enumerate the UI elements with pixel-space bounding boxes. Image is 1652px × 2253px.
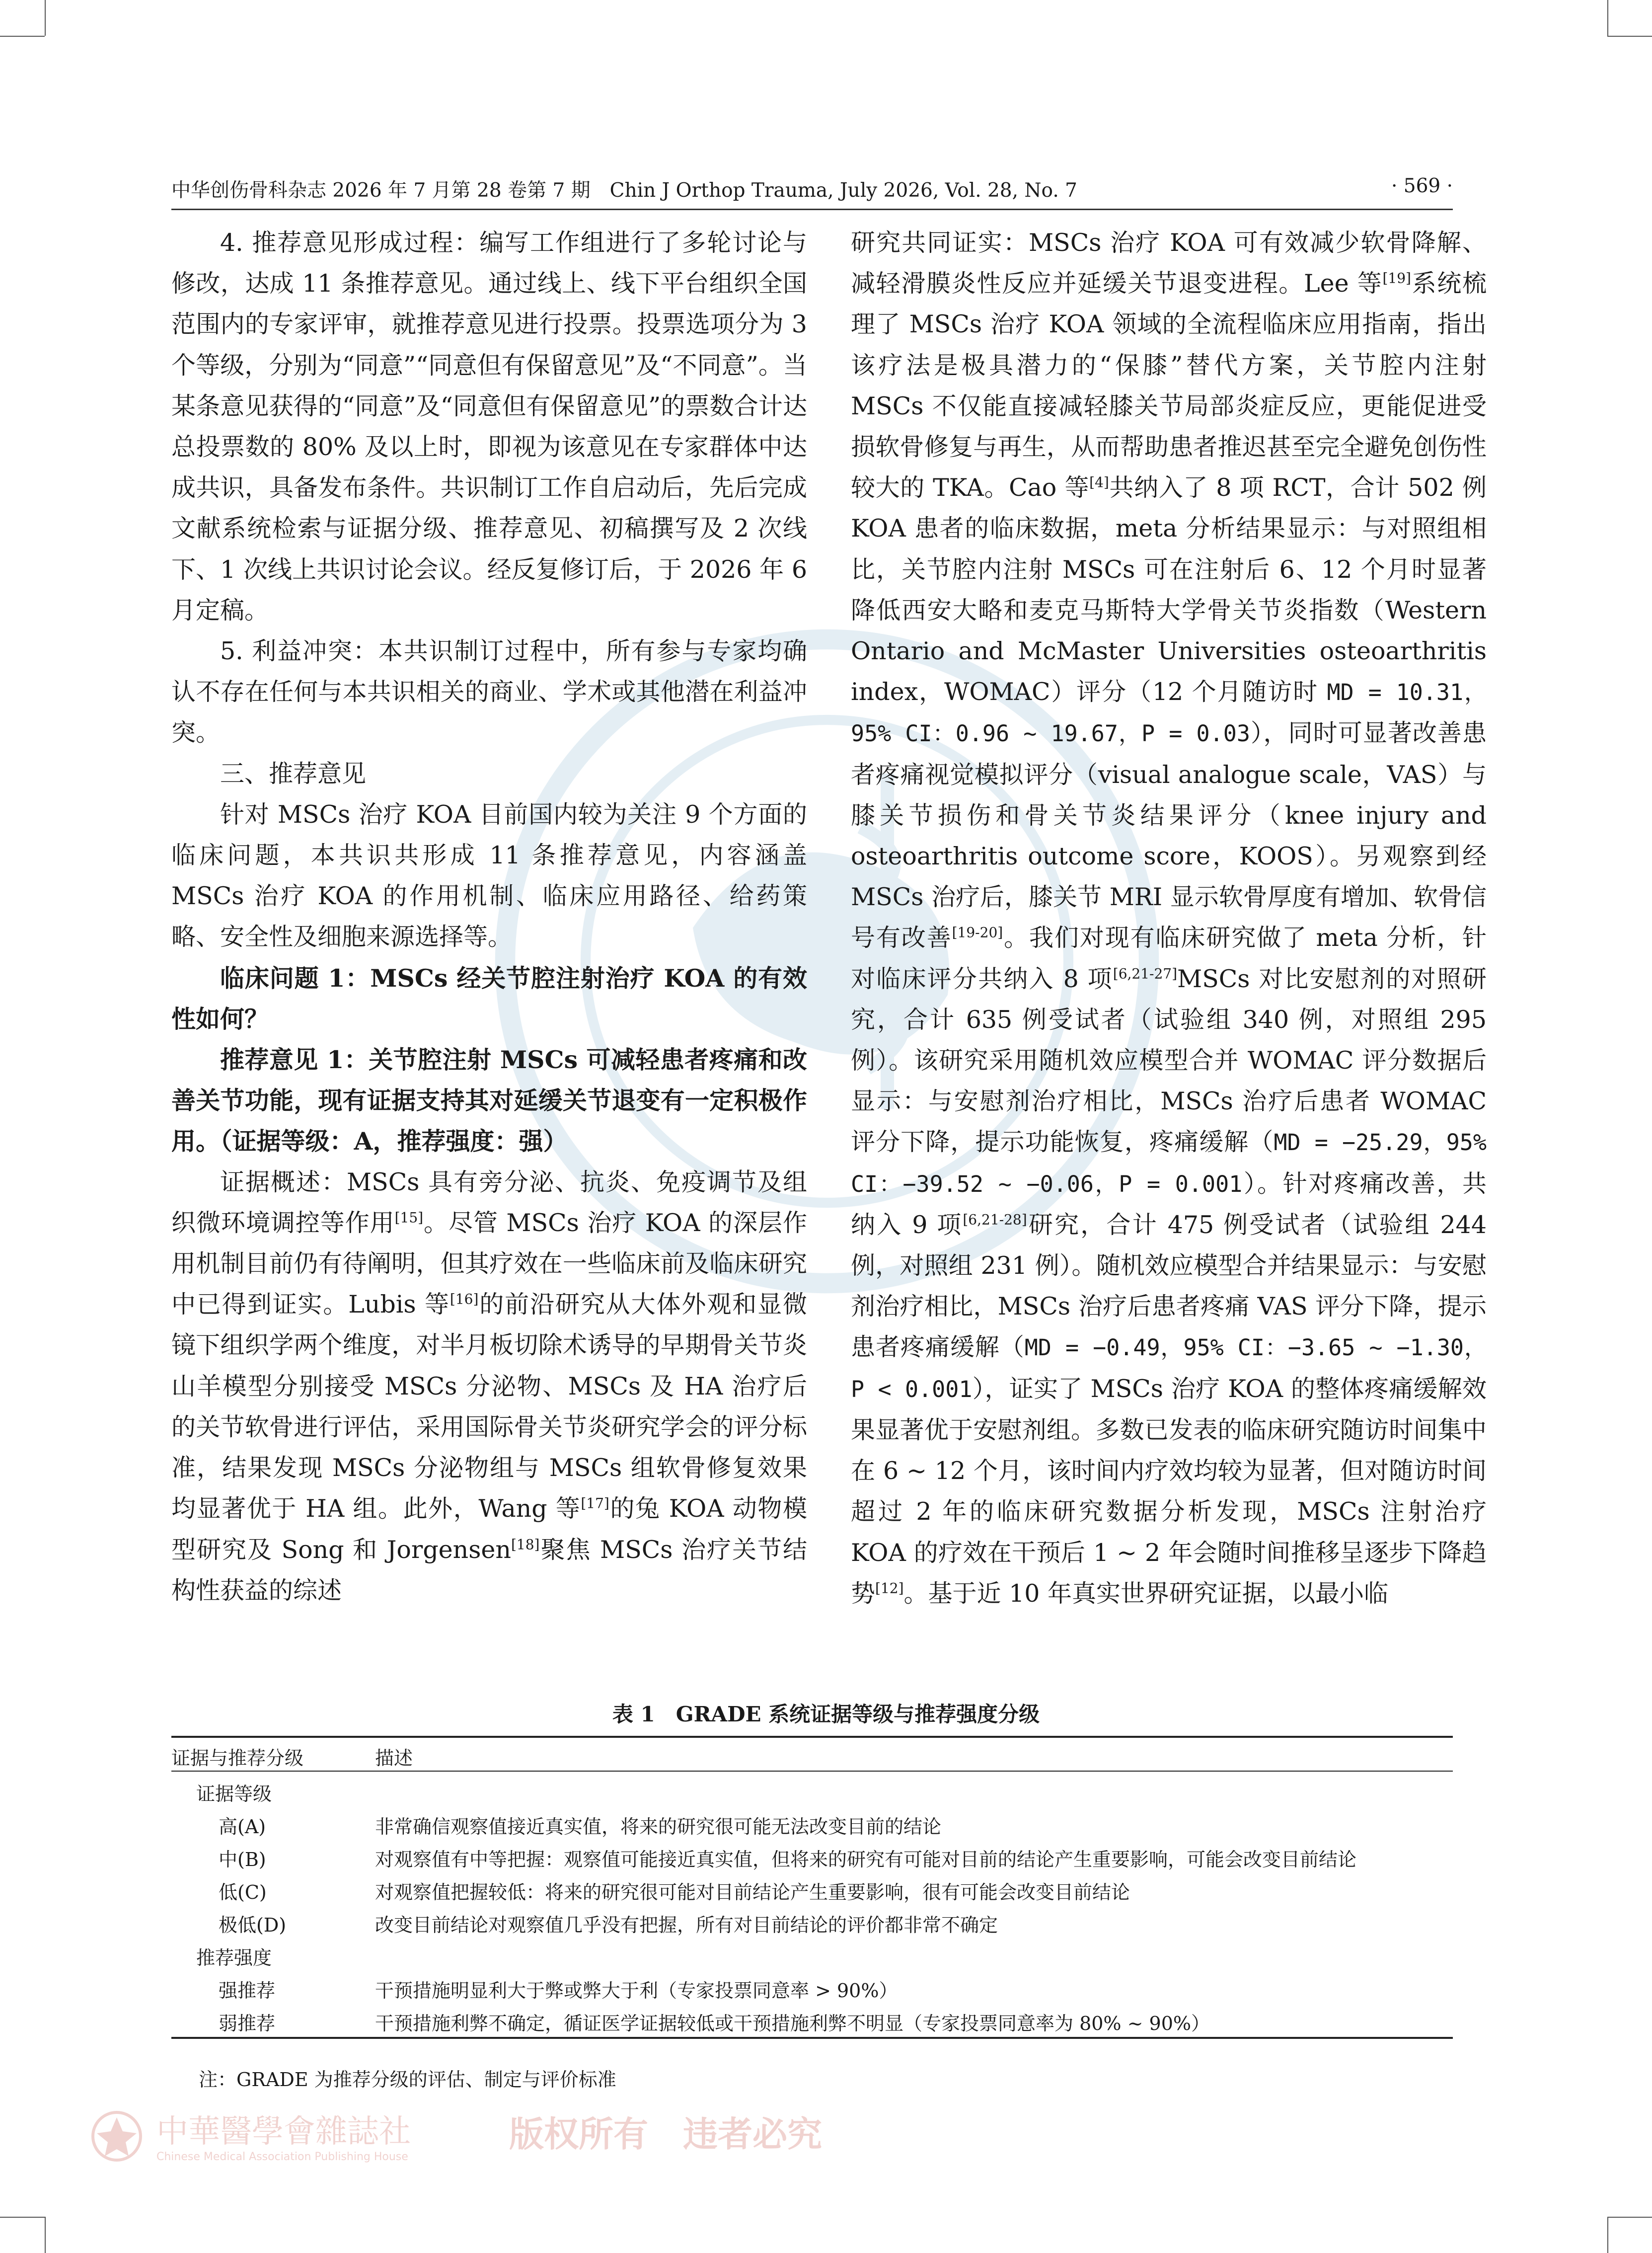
statistic: MD = −0.49，95% CI：−3.65 ~ −1.30，P < 0.001 bbox=[851, 1334, 1487, 1402]
description-cell: 对观察值把握较低：将来的研究很可能对目前结论产生重要影响，很有可能会改变目前结论 bbox=[375, 1881, 1130, 1903]
statistic: MD = −25.29，95% CI：−39.52 ~ −0.06，P = 0.001 bbox=[851, 1129, 1487, 1197]
reference-marker: [19] bbox=[1382, 270, 1411, 287]
reference-marker: [12] bbox=[875, 1580, 904, 1597]
text-run: 。基于近 10 年真实世界研究证据，以最小临 bbox=[903, 1579, 1389, 1608]
table-note: 注：GRADE 为推荐分级的评估、制定与评价标准 bbox=[199, 2069, 616, 2091]
crop-mark bbox=[45, 2217, 46, 2253]
table-header-row bbox=[171, 1738, 1453, 1770]
reference-marker: [6,21-27] bbox=[1113, 965, 1178, 982]
text-run: 。我们对现有临床研究做了 meta 分析，针对临床评分共纳入 8 项 bbox=[851, 924, 1487, 993]
reference-marker: [4] bbox=[1089, 474, 1109, 491]
table-group-row bbox=[171, 1938, 1453, 1969]
text-run: 的兔 KOA 动物模型研究及 Song 和 Jorgensen bbox=[171, 1494, 807, 1564]
table-row bbox=[171, 1872, 1453, 1904]
column-header: 描述 bbox=[375, 1747, 413, 1769]
description-cell: 干预措施明显利大于弊或弊大于利（专家投票同意率 > 90%） bbox=[375, 1980, 898, 2002]
crop-mark bbox=[0, 36, 45, 37]
paragraph: 针对 MSCs 治疗 KOA 目前国内较为关注 9 个方面的临床问题，本共识共形成 11 条推荐意见，内容涵盖 MSCs 治疗 KOA 的作用机制、临床应用路径、给药策略、安全性及细胞来源选择等。 bbox=[171, 800, 807, 951]
text-run: MSCs 对比安慰剂的对照研究，合计 635 例受试者（试验组 340 例，对照组 295 例）。该研究采用随机效应模型合并 WOMAC 评分数据后显示：与安慰剂治疗相比，MSCs 治疗后患者 WOMAC 评分下降，提示功能恢复，疼痛缓解（ bbox=[851, 964, 1487, 1157]
group-label: 推荐强度 bbox=[196, 1947, 272, 1969]
table-row bbox=[171, 1905, 1453, 1937]
reference-marker: [18] bbox=[511, 1536, 540, 1553]
publisher-logo bbox=[87, 2106, 822, 2166]
running-header bbox=[171, 175, 1453, 205]
table-row bbox=[171, 2003, 1453, 2035]
reference-marker: [17] bbox=[581, 1495, 609, 1512]
grade-cell: 高(A) bbox=[219, 1816, 266, 1838]
text-run: 系统梳理了 MSCs 治疗 KOA 领域的全流程临床应用指南，指出该疗法是极具潜力的“保膝”替代方案，关节腔内注射 MSCs 不仅能直接减轻膝关节局部炎症反应，更能促进受损软骨修复与再生，从而帮助患者推迟甚至完全避免创伤性较大的 TKA。Cao 等 bbox=[851, 269, 1487, 502]
evidence-summary bbox=[171, 1162, 807, 1611]
crop-mark bbox=[45, 0, 46, 36]
paragraph bbox=[851, 223, 1487, 1614]
text-run: 。尽管 MSCs 治疗 KOA 的深层作用机制目前仍有待阐明，但其疗效在一些临床前及临床研究中已得到证实。Lubis 等 bbox=[171, 1208, 807, 1319]
text-run: 共纳入了 8 项 RCT，合计 502 例 KOA 患者的临床数据，meta 分析结果显示：与对照组相比，关节腔内注射 MSCs 可在注射后 6、12 个月时显著降低西安大略和麦克马斯特大学骨关节炎指数（Western Ontario and McMaster Universities osteoarthritis index，WOMAC）评分（12 个月随访时 bbox=[851, 473, 1487, 706]
description-cell: 对观察值有中等把握：观察值可能接近真实值，但将来的研究有可能对目前的结论产生重要影响，可能会改变目前结论 bbox=[375, 1849, 1357, 1870]
left-column bbox=[171, 223, 807, 1611]
text-run: 证据概述：MSCs 具有旁分泌、抗炎、免疫调节及组织微环境调控等作用 bbox=[171, 1167, 807, 1237]
grade-cell: 低(C) bbox=[219, 1881, 267, 1903]
text-run: ），证实了 MSCs 治疗 KOA 的整体疼痛缓解效果显著优于安慰剂组。多数已发表的临床研究随访时间集中在 6 ~ 12 个月，该时间内疗效均较为显著，但对随访时间超过 2 年的临床研究数据分析发现，MSCs 注射治疗 KOA 的疗效在干预后 1 ~ 2 年会随时间推移呈逐步下降趋势 bbox=[851, 1374, 1487, 1608]
text-run: 研究，合计 475 例受试者（试验组 244 例，对照组 231 例）。随机效应模型合并结果显示：与安慰剂治疗相比，MSCs 治疗后患者疼痛 VAS 评分下降，提示患者疼痛缓解（ bbox=[851, 1210, 1487, 1362]
grade-cell: 强推荐 bbox=[219, 1980, 276, 2002]
page-number: · 569 · bbox=[1391, 175, 1453, 197]
table-row bbox=[171, 1839, 1453, 1871]
table-group-row bbox=[171, 1774, 1453, 1805]
description-cell: 干预措施利弊不确定，循证医学证据较低或干预措施利弊不明显（专家投票同意率为 80% ~ 90%） bbox=[375, 2013, 1210, 2034]
table-row bbox=[171, 1970, 1453, 2002]
statistic: MD = 10.31， 95% CI：0.96 ~ 19.67，P = 0.03 bbox=[851, 679, 1487, 747]
crop-mark bbox=[0, 2217, 45, 2218]
paragraph: 5. 利益冲突：本共识制订过程中，所有参与专家均确认不存在任何与本共识相关的商业、学术或其他潜在利益冲突。 bbox=[171, 637, 807, 747]
description-cell: 非常确信观察值接近真实值，将来的研究很可能无法改变目前的结论 bbox=[375, 1816, 942, 1838]
grade-cell: 中(B) bbox=[219, 1849, 266, 1870]
reference-marker: [16] bbox=[450, 1291, 479, 1308]
grade-cell: 弱推荐 bbox=[219, 2013, 276, 2034]
crop-mark bbox=[1607, 2217, 1652, 2218]
crop-mark bbox=[1607, 0, 1608, 36]
journal-citation: 中华创伤骨科杂志 2026 年 7 月第 28 卷第 7 期 Chin J Orthop Trauma, July 2026, Vol. 28, No. 7 bbox=[171, 179, 1077, 202]
section-heading: 三、推荐意见 bbox=[220, 759, 367, 788]
table-bottom-rule bbox=[171, 2037, 1453, 2039]
reference-marker: [19-20] bbox=[952, 925, 1003, 941]
grade-cell: 极低(D) bbox=[219, 1914, 287, 1936]
text-run: 研究共同证实：MSCs 治疗 KOA 可有效减少软骨降解、减轻滑膜炎性反应并延缓关节退变进程。Lee 等 bbox=[851, 229, 1487, 298]
text-run: 聚焦 MSCs 治疗关节结构性获益的综述 bbox=[171, 1535, 808, 1605]
header-rule bbox=[171, 209, 1453, 210]
recommendation: 推荐意见 1：关节腔注射 MSCs 可减轻患者疼痛和改善关节功能，现有证据支持其对延缓关节退变有一定积极作用。（证据等级：A，推荐强度：强） bbox=[171, 1045, 807, 1156]
publisher-name-en: Chinese Medical Association Publishing House bbox=[156, 2151, 408, 2163]
clinical-question: 临床问题 1：MSCs 经关节腔注射治疗 KOA 的有效性如何？ bbox=[171, 963, 807, 1033]
text-run: 的前沿研究从大体外观和显微镜下组织学两个维度，对半月板切除术诱导的早期骨关节炎山羊模型分别接受 MSCs 分泌物、MSCs 及 HA 治疗后的关节软骨进行评估，采用国际骨关节炎研究学会的评分标准，结果发现 MSCs 分泌物组与 MSCs 组软骨修复效果均显著优于 HA 组。此外，Wang 等 bbox=[171, 1290, 807, 1523]
table-row bbox=[171, 1806, 1453, 1838]
text-run: ），同时可显著改善患者疼痛视觉模拟评分（visual analogue scale，VAS）与膝关节损伤和骨关节炎结果评分（knee injury and osteoarthritis outcome score，KOOS）。另观察到经 MSCs 治疗后，膝关节 MRI 显示软骨厚度有增加、软骨信号有改善 bbox=[851, 719, 1487, 952]
right-column bbox=[851, 223, 1487, 1614]
table-header-rule bbox=[171, 1771, 1453, 1772]
crop-mark bbox=[1607, 2217, 1608, 2253]
crop-mark bbox=[1607, 36, 1652, 37]
description-cell: 改变目前结论对观察值几乎没有把握，所有对目前结论的评价都非常不确定 bbox=[375, 1914, 998, 1936]
reference-marker: [15] bbox=[394, 1209, 424, 1226]
publisher-name-cn: 中華醫學會雜誌社 bbox=[156, 2113, 411, 2150]
reference-marker: [6,21-28] bbox=[963, 1211, 1027, 1228]
column-header: 证据与推荐分级 bbox=[171, 1747, 304, 1769]
paragraph: 4. 推荐意见形成过程：编写工作组进行了多轮讨论与修改，达成 11 条推荐意见。通过线上、线下平台组织全国范围内的专家评审，就推荐意见进行投票。投票选项分为 3 个等级，分别为“同意”“同意但有保留意见”及“不同意”。当某条意见获得的“同意”及“同意但有保留意见”的票数合计达总投票数的 80% 及以上时，即视为该意见在专家群体中达成共识，具备发布条件。共识制订工作自启动后，先后完成文献系统检索与证据分级、推荐意见、初稿撰写及 2 次线下、1 次线上共识讨论会议。经反复修订后，于 2026 年 6 月定稿。 bbox=[171, 229, 807, 624]
text-run: ）。针对疼痛改善，共纳入 9 项 bbox=[851, 1169, 1487, 1239]
copyright-notice: 版权所有 违者必究 bbox=[509, 2114, 822, 2155]
table-caption: 表 1 GRADE 系统证据等级与推荐强度分级 bbox=[612, 1702, 1040, 1726]
group-label: 证据等级 bbox=[196, 1783, 272, 1805]
